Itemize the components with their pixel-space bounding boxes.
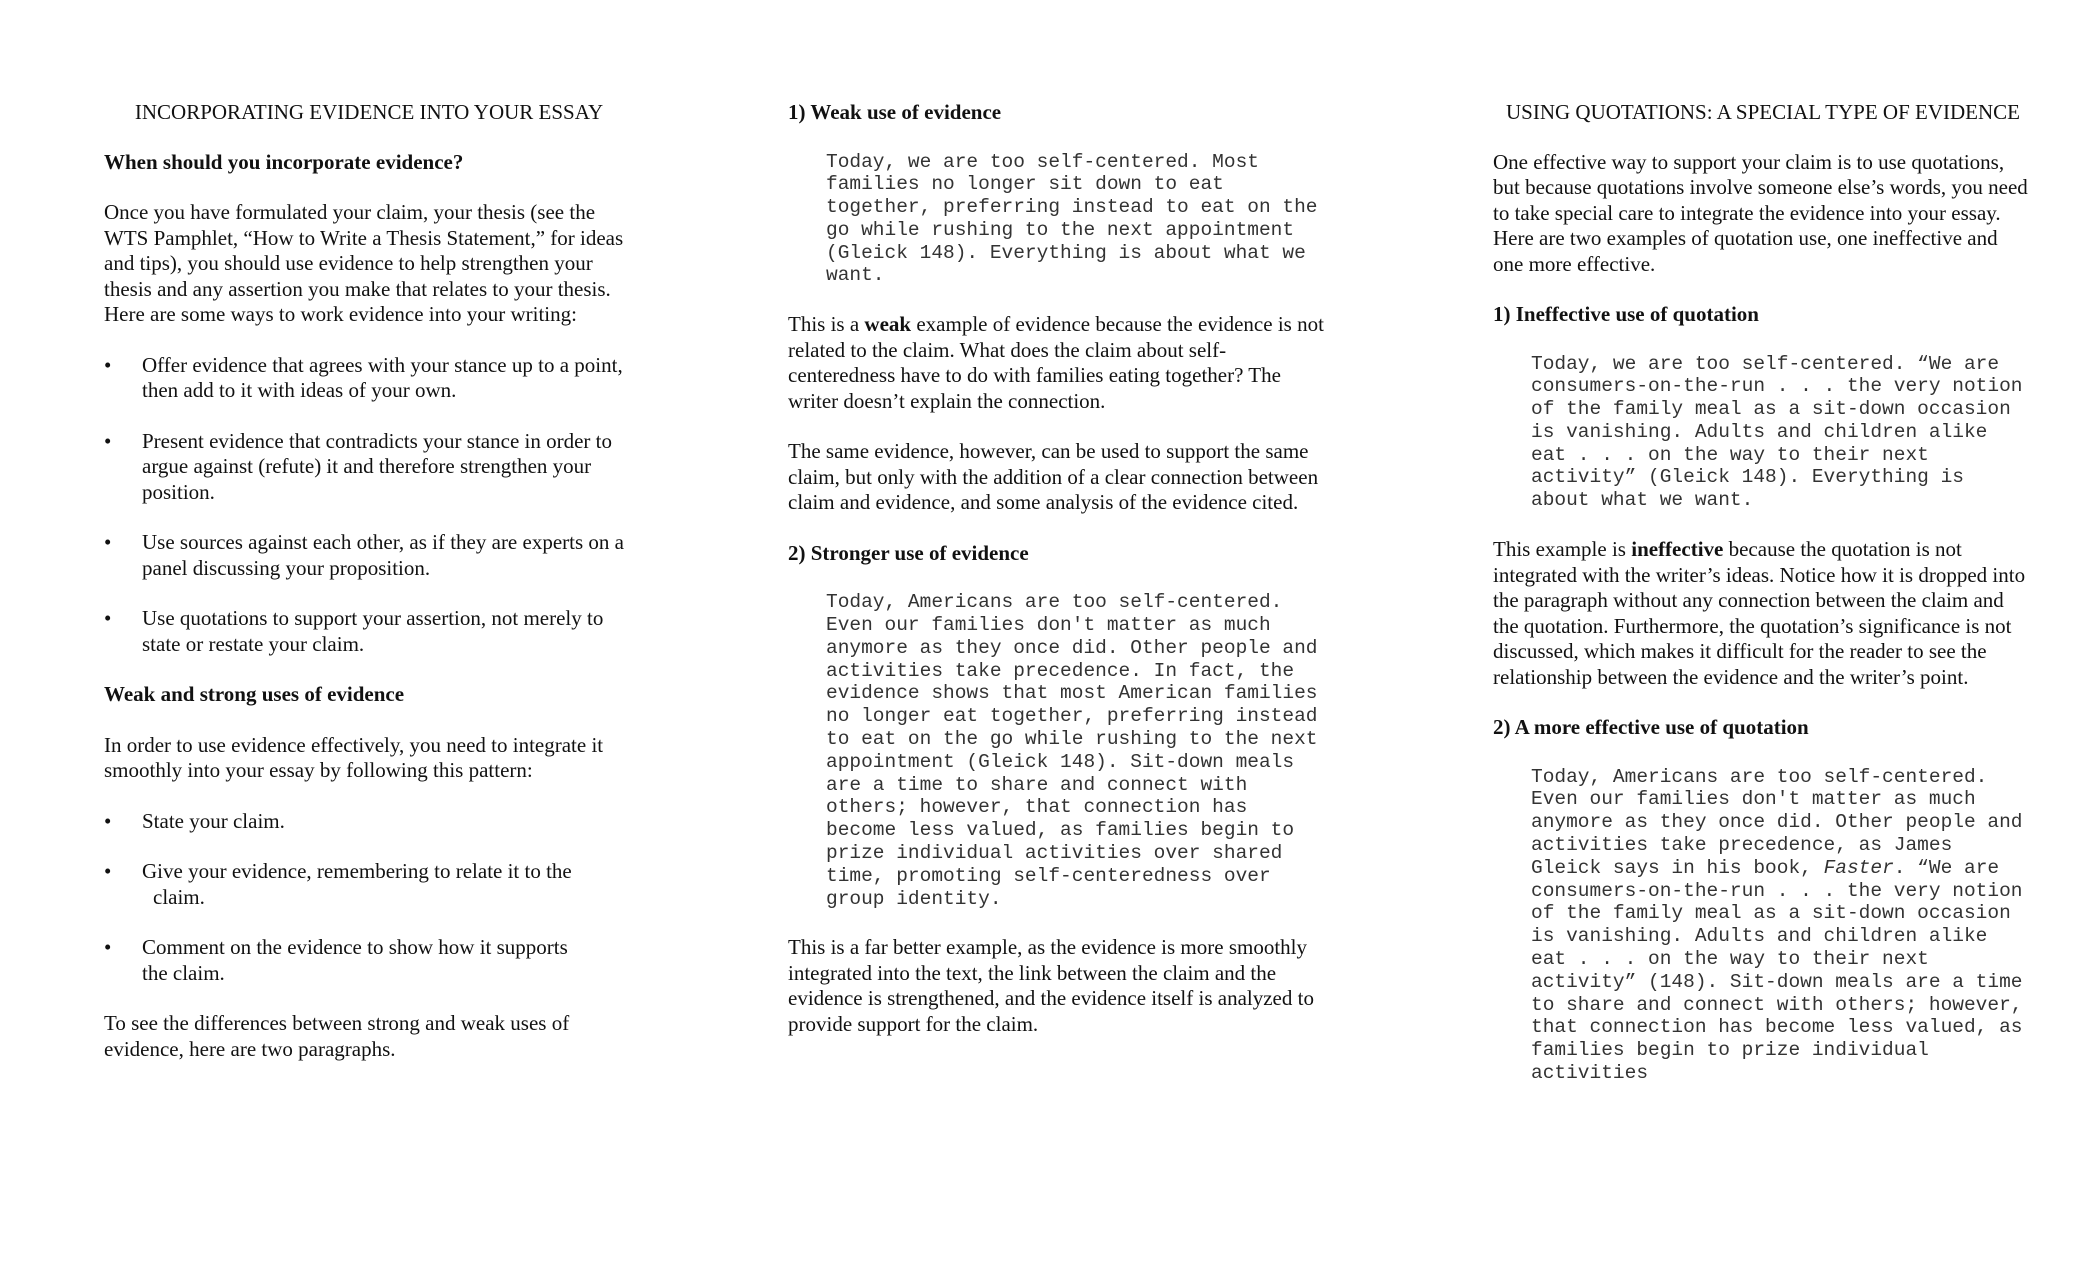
- section-title: USING QUOTATIONS: A SPECIAL TYPE OF EVIDENCE: [1505, 100, 2020, 124]
- heading-weak-use: 1) Weak use of evidence: [788, 100, 1002, 124]
- same-evidence-paragraph: The same evidence, however, can be used to support the same claim, but only with the addition of a clear connection between claim and evidence, and some analysis of the evidence cited.: [788, 439, 1319, 515]
- weak-explanation: [788, 312, 1328, 414]
- see-differences-paragraph: To see the differences between strong and weak uses of evidence, here are two paragraphs.: [104, 1011, 570, 1061]
- text-run: Today, Americans are too self-centered. Even our families don't matter as much anymore as they once did. Other people and activities take precedence, as James Gleick says in his book,: [1531, 765, 2023, 879]
- text-run: This example is: [1493, 537, 1626, 562]
- step-text: State your claim.: [142, 808, 285, 833]
- step-text: Comment on the evidence to show how it supports: [142, 935, 568, 959]
- heading-when: When should you incorporate evidence?: [104, 149, 464, 174]
- page-title: INCORPORATING EVIDENCE INTO YOUR ESSAY: [134, 100, 604, 124]
- better-explanation: This is a far better example, as the evidence is more smoothly integrated into the text, the link between the claim and the evidence is strengthened, and the evidence itself is analyzed to provide support for the claim.: [788, 935, 1314, 1036]
- list-item: • Present evidence that contradicts your stance in order to argue against (refute) it and therefore strengthen your position.: [104, 429, 634, 506]
- heading-weak-strong: Weak and strong uses of evidence: [104, 682, 405, 706]
- quotation-intro: One effective way to support your claim is to use quotations, but because quotations involve someone else’s words, you need to take special care to integrate the evidence into your essay. Here are two examples of quotation use, one ineffective and one more effective.: [1493, 149, 2028, 276]
- heading-ineffective: 1) Ineffective use of quotation: [1493, 302, 1759, 326]
- text-run: This is a: [788, 312, 860, 337]
- strong-example-block: Today, Americans are too self-centered. Even our families don't matter as much anymore as they once did. Other people and activities take precedence. In fact, the evidence shows that most American families no longer eat together, preferring instead to eat on the go while rushing to the next appointment (Gleick 148). Sit-down meals are a time to share and connect with others; however, that connection has become less valued, as families begin to prize individual activities over shared time, promoting self-centeredness over group identity.: [826, 591, 1318, 910]
- step-text-continued: claim.: [153, 884, 205, 909]
- intro-paragraph: Once you have formulated your claim, your thesis (see the WTS Pamphlet, “How to Write a Thesis Statement,” for ideas and tips), you should use evidence to help strengthen your thesis and any assertion you make that relates to your thesis. Here are some ways to work evidence into your writing:: [104, 200, 624, 326]
- list-item: • Offer evidence that agrees with your stance up to a point, then add to it with ideas of your own.: [104, 353, 634, 404]
- text-run: because the quotation is not integrated with the writer’s ideas. Notice how it is dropped into the paragraph without any connection between the claim and the quotation. Furthermore, the quotation’s significance is not discussed, which makes it difficult for the reader to see the relationship between the evidence and the writer’s point.: [1493, 537, 2026, 689]
- list-item: [104, 935, 634, 986]
- list-item: [104, 809, 634, 835]
- bold-word: ineffective: [1631, 537, 1724, 562]
- step-text: Give your evidence, remembering to relate it to the: [142, 859, 572, 883]
- ineffective-explanation: [1493, 537, 2033, 690]
- list-item: • Use quotations to support your assertion, not merely to state or restate your claim.: [104, 606, 634, 657]
- more-effective-example-block: [1531, 766, 2033, 1085]
- text-run: . “We are consumers-on-the-run . . . the very notion of the family meal as a sit-down occasion is vanishing. Adults and children alike eat . . . on the way to their next activity” (148). Sit-down meals are a time to share and connect with others; however, that connection has become less valued, as families begin to prize individual activities: [1531, 856, 2023, 1084]
- step-text-continued: the claim.: [142, 960, 225, 985]
- ways-list: [104, 353, 634, 658]
- heading-more-effective: 2) A more effective use of quotation: [1493, 715, 1809, 740]
- left-column: [104, 100, 634, 1087]
- steps-list: [104, 809, 634, 987]
- heading-stronger-use: 2) Stronger use of evidence: [788, 540, 1029, 565]
- pattern-paragraph: In order to use evidence effectively, you need to integrate it smoothly into your essay by following this pattern:: [104, 732, 604, 782]
- text-run: example of evidence because the evidence is not related to the claim. What does the claim about self-centeredness have to do with families eating together? The writer doesn’t explain the connection.: [788, 312, 1324, 413]
- bold-word: weak: [864, 312, 912, 337]
- weak-example-block: Today, we are too self-centered. Most families no longer sit down to eat together, preferring instead to eat on the go while rushing to the next appointment (Gleick 148). Everything is about what we want.: [826, 150, 1318, 287]
- list-item: • Use sources against each other, as if they are experts on a panel discussing your proposition.: [104, 530, 634, 581]
- middle-column: [788, 100, 1328, 1062]
- list-item: [104, 859, 634, 910]
- right-column: [1493, 100, 2033, 1110]
- book-title: Faster: [1823, 856, 1894, 879]
- ineffective-example-block: Today, we are too self-centered. “We are consumers-on-the-run . . . the very notion of the family meal as a sit-down occasion is vanishing. Adults and children alike eat . . . on the way to their next activity” (Gleick 148). Everything is about what we want.: [1531, 352, 2023, 512]
